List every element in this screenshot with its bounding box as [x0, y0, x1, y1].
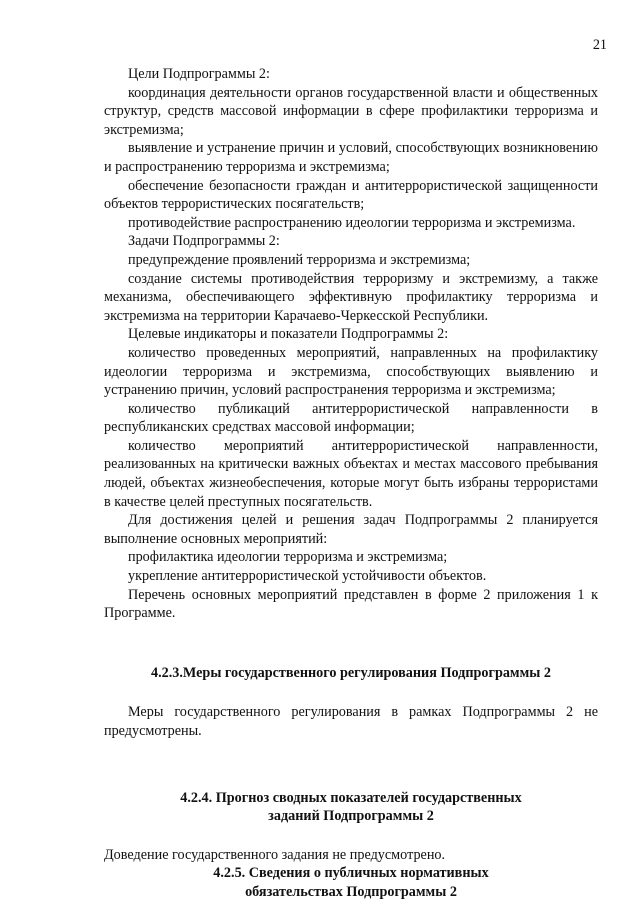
measure-item: укрепление антитеррористической устойчивости объектов.: [128, 568, 487, 585]
indicator-item: количество проведенных мероприятий, направленных на профилактику идеологии терроризма и экстремизма, способствующих выявлению и устранению причин, условий распространения терроризма и экстремизма;: [104, 344, 598, 399]
indicator-item: количество публикаций антитеррористической направленности в республиканских средствах массовой информации;: [104, 400, 598, 436]
spacer: [104, 741, 598, 789]
indicators-title: Целевые индикаторы и показатели Подпрограммы 2:: [128, 326, 449, 343]
task-item: предупреждение проявлений терроризма и экстремизма;: [128, 251, 471, 268]
section-425-heading-line2: обязательствах Подпрограммы 2: [245, 883, 457, 900]
section-424-heading-line1: 4.2.4. Прогноз сводных показателей государственных: [180, 789, 522, 806]
section-424-text: Доведение государственного задания не предусмотрено.: [104, 846, 446, 863]
spacer: [104, 682, 598, 703]
goal-item: координация деятельности органов государственной власти и общественных структур, средств массовой информации в сфере профилактики терроризма и экстремизма;: [104, 84, 598, 138]
document-body: [104, 65, 598, 902]
section-423-text: Меры государственного регулирования в рамках Подпрограммы 2 не предусмотрены.: [104, 704, 598, 739]
page-number: 21: [592, 37, 607, 53]
section-425-heading-line1: 4.2.5. Сведения о публичных нормативных: [213, 865, 489, 882]
spacer: [104, 623, 598, 664]
tasks-title: Задачи Подпрограммы 2:: [128, 233, 280, 250]
goal-item: противодействие распространению идеологии терроризма и экстремизма.: [128, 214, 576, 231]
measures-intro: Для достижения целей и решения задач Подпрограммы 2 планируется выполнение основных мероприятий:: [104, 512, 598, 547]
task-item: создание системы противодействия терроризму и экстремизму, а также механизма, обеспечивающего эффективную профилактику терроризма и экстремизма на территории Карачаево-Черкесской Республики.: [104, 270, 598, 324]
section-423-heading: 4.2.3.Меры государственного регулирования Подпрограммы 2: [151, 664, 551, 681]
goals-title: Цели Подпрограммы 2:: [128, 66, 270, 82]
spacer: [104, 826, 598, 846]
indicator-item: количество мероприятий антитеррористической направленности, реализованных на критически важных объектах и местах массового пребывания людей, объектах жизнеобеспечения, которые могут быть избраны террористами в качестве целей преступных посягательств.: [104, 437, 598, 510]
goal-item: обеспечение безопасности граждан и антитеррористической защищенности объектов террористических посягательств;: [104, 177, 598, 213]
section-424-heading-line2: заданий Подпрограммы 2: [268, 808, 434, 825]
measure-item: профилактика идеологии терроризма и экстремизма;: [128, 549, 448, 566]
goal-item: выявление и устранение причин и условий, способствующих возникновению и распространению терроризма и экстремизма;: [104, 140, 598, 175]
measures-reference: Перечень основных мероприятий представлен в форме 2 приложения 1 к Программе.: [104, 586, 598, 622]
